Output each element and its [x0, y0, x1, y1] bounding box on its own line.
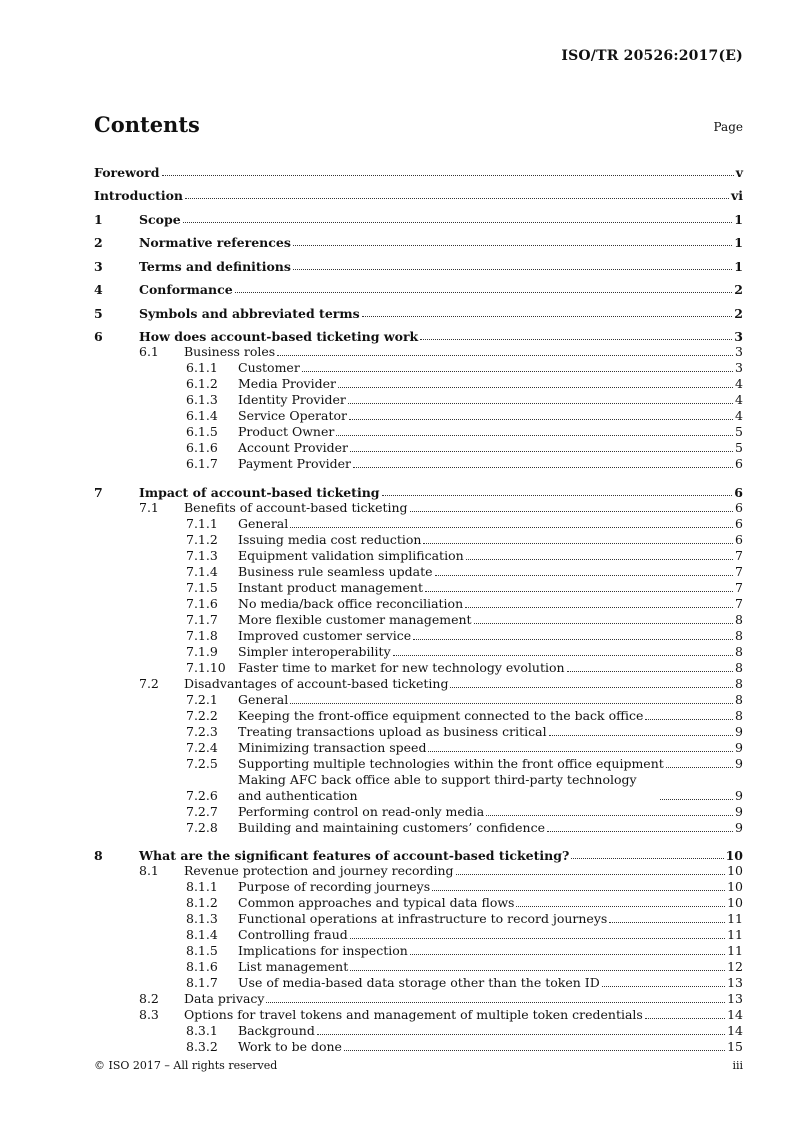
toc-entry-page: 11 — [727, 911, 743, 926]
toc-dot-leader — [349, 419, 733, 420]
toc-entry-number: 7.1.7 — [186, 611, 218, 627]
toc-entry[interactable] — [94, 564, 743, 580]
toc-dot-leader — [338, 387, 733, 388]
table-of-contents — [94, 156, 743, 1055]
toc-entry-title: Implications for inspection — [238, 943, 408, 958]
toc-entry-page: 9 — [735, 723, 743, 739]
toc-entry-number: 7.2.6 — [186, 787, 218, 803]
toc-entry-title: Faster time to market for new technology evolution — [238, 659, 565, 675]
toc-entry[interactable] — [94, 628, 743, 644]
toc-entry-page: 9 — [735, 739, 743, 755]
toc-entry-page: 2 — [734, 305, 743, 321]
toc-entry-number: 3 — [94, 258, 103, 274]
toc-entry-title: List management — [238, 959, 349, 974]
toc-entry[interactable] — [94, 1039, 743, 1055]
toc-entry-title: What are the significant features of account-based ticketing? — [139, 848, 570, 863]
toc-entry-page: 3 — [735, 344, 743, 359]
toc-entry[interactable] — [94, 820, 743, 836]
toc-dot-leader — [348, 403, 733, 404]
toc-entry[interactable] — [94, 360, 743, 376]
toc-entry-page: 1 — [734, 258, 743, 274]
toc-dot-leader — [393, 655, 733, 656]
toc-entry-number: 2 — [94, 235, 103, 250]
toc-entry[interactable] — [94, 927, 743, 943]
toc-dot-leader — [567, 671, 734, 672]
toc-entry-number: 6 — [94, 329, 103, 344]
toc-entry-page: 8 — [735, 707, 743, 723]
toc-entry-number: 8.3.1 — [186, 1023, 218, 1038]
toc-entry-page: 13 — [727, 975, 743, 990]
toc-dot-leader — [382, 495, 733, 496]
toc-entry-title: Background — [238, 1023, 315, 1038]
toc-entry-page: 1 — [734, 235, 743, 250]
toc-entry-page: 9 — [735, 819, 743, 835]
toc-entry[interactable] — [94, 548, 743, 564]
toc-entry[interactable] — [94, 692, 743, 708]
toc-entry[interactable] — [94, 1023, 743, 1039]
toc-entry[interactable] — [94, 180, 743, 204]
toc-entry[interactable] — [94, 596, 743, 612]
toc-entry-title: Keeping the front-office equipment connected to the back office — [238, 707, 644, 723]
toc-entry-title: Service Operator — [238, 408, 347, 423]
toc-entry-number: 7.1.6 — [186, 595, 218, 611]
toc-entry-title: Identity Provider — [238, 392, 346, 407]
toc-entry-number: 8.1.4 — [186, 927, 218, 942]
toc-dot-leader — [350, 970, 725, 971]
toc-entry[interactable] — [94, 408, 743, 424]
toc-dot-leader — [432, 890, 725, 891]
toc-entry[interactable] — [94, 708, 743, 724]
toc-entry-title: Impact of account-based ticketing — [139, 484, 380, 500]
toc-entry-number: 7.2 — [139, 675, 159, 691]
toc-entry-title: Issuing media cost reduction — [238, 531, 422, 547]
toc-entry-title: Revenue protection and journey recording — [184, 863, 454, 878]
toc-entry-title: Disadvantages of account-based ticketing — [184, 675, 449, 691]
toc-entry[interactable] — [94, 424, 743, 440]
toc-entry-title: Conformance — [139, 282, 233, 297]
toc-dot-leader — [428, 751, 733, 752]
toc-entry-title: Making AFC back office able to support third-party technology and authentication — [238, 771, 637, 803]
toc-entry[interactable] — [94, 297, 743, 321]
toc-entry-number: 6.1.3 — [186, 392, 218, 407]
toc-entry-number: 5 — [94, 305, 103, 321]
toc-entry-page: 4 — [735, 376, 743, 391]
toc-entry-title: Equipment validation simplification — [238, 547, 464, 563]
toc-dot-leader — [302, 371, 733, 372]
toc-entry-page: 11 — [727, 943, 743, 958]
toc-entry-title: Controlling fraud — [238, 927, 348, 942]
toc-dot-leader — [547, 831, 733, 832]
toc-entry-page: 10 — [727, 895, 743, 910]
toc-entry-page: 13 — [727, 991, 743, 1006]
toc-entry-number: 8.1.7 — [186, 975, 218, 990]
toc-dot-leader — [660, 799, 733, 800]
toc-entry[interactable] — [94, 863, 743, 879]
toc-entry-number: 6.1.5 — [186, 424, 218, 439]
toc-dot-leader — [336, 435, 733, 436]
toc-dot-leader — [317, 1034, 725, 1035]
toc-entry-title: General — [238, 691, 289, 707]
toc-entry-title: No media/back office reconciliation — [238, 595, 464, 611]
toc-dot-leader — [425, 591, 733, 592]
toc-entry[interactable] — [94, 456, 743, 472]
toc-entry[interactable] — [94, 804, 743, 820]
toc-entry[interactable] — [94, 344, 743, 360]
toc-entry-page: 10 — [725, 848, 743, 863]
toc-entry-number: 7.2.7 — [186, 803, 218, 819]
toc-dot-leader — [344, 1050, 725, 1051]
copyright-notice: © ISO 2017 – All rights reserved — [94, 1059, 278, 1072]
toc-entry-number: 7 — [94, 484, 103, 500]
toc-entry-number: 6.1.4 — [186, 408, 218, 423]
toc-dot-leader — [410, 954, 725, 955]
toc-dot-leader — [293, 245, 732, 246]
toc-entry-title: Simpler interoperability — [238, 643, 391, 659]
toc-entry-number: 7.2.4 — [186, 739, 218, 755]
toc-entry-title: Instant product management — [238, 579, 424, 595]
toc-entry-number: 7.1.5 — [186, 579, 218, 595]
toc-dot-leader — [277, 355, 733, 356]
toc-entry[interactable] — [94, 476, 743, 500]
toc-entry-number: 7.1.9 — [186, 643, 218, 659]
toc-entry-number: 8.1.6 — [186, 959, 218, 974]
toc-entry-page: 12 — [727, 959, 743, 974]
toc-entry[interactable] — [94, 250, 743, 274]
toc-dot-leader — [290, 703, 733, 704]
page-column-label: Page — [713, 120, 743, 134]
toc-entry-page: 3 — [735, 360, 743, 375]
toc-entry-page: 6 — [735, 515, 743, 531]
toc-entry-number: 7.1.10 — [186, 659, 226, 675]
toc-entry-number: 7.1.3 — [186, 547, 218, 563]
toc-entry-page: 9 — [735, 803, 743, 819]
toc-entry-title: Symbols and abbreviated terms — [139, 305, 360, 321]
toc-entry-page: 6 — [735, 499, 743, 515]
toc-entry-page: 6 — [735, 456, 743, 471]
page-number: iii — [732, 1059, 743, 1072]
toc-entry-title: Media Provider — [238, 376, 336, 391]
toc-entry-page: 11 — [727, 927, 743, 942]
toc-dot-leader — [486, 815, 733, 816]
toc-entry[interactable] — [94, 376, 743, 392]
toc-entry-page: 10 — [727, 863, 743, 878]
toc-entry-number: 6.1.2 — [186, 376, 218, 391]
toc-dot-leader — [645, 719, 733, 720]
toc-entry-number: 6.1.6 — [186, 440, 218, 455]
toc-entry-page: 7 — [735, 579, 743, 595]
contents-heading: Contents — [94, 112, 200, 137]
toc-dot-leader — [185, 198, 729, 199]
toc-entry-title: Improved customer service — [238, 627, 412, 643]
toc-entry-number: 8.1 — [139, 863, 159, 878]
toc-entry-page: 6 — [735, 531, 743, 547]
toc-entry[interactable] — [94, 911, 743, 927]
toc-entry-number: 6.1.7 — [186, 456, 218, 471]
toc-entry-title: Payment Provider — [238, 456, 352, 471]
toc-entry[interactable] — [94, 991, 743, 1007]
toc-dot-leader — [474, 623, 733, 624]
toc-entry-page: 5 — [735, 424, 743, 439]
toc-dot-leader — [353, 467, 733, 468]
toc-dot-leader — [362, 316, 733, 317]
toc-entry-page: 2 — [734, 282, 743, 297]
toc-entry-number: 1 — [94, 211, 103, 227]
toc-dot-leader — [609, 922, 725, 923]
toc-entry-number: 8.1.2 — [186, 895, 218, 910]
toc-entry[interactable] — [94, 943, 743, 959]
toc-entry-page: 3 — [734, 329, 743, 344]
toc-entry-number: 6.1 — [139, 344, 159, 359]
toc-entry-title: Common approaches and typical data flows — [238, 895, 515, 910]
toc-entry-page: 4 — [735, 392, 743, 407]
toc-dot-leader — [413, 639, 733, 640]
toc-entry-page: 6 — [734, 484, 743, 500]
toc-dot-leader — [293, 269, 732, 270]
toc-dot-leader — [290, 527, 733, 528]
toc-entry[interactable] — [94, 1007, 743, 1023]
toc-entry-number: 7.1 — [139, 499, 159, 515]
toc-entry-page: 9 — [735, 755, 743, 771]
toc-entry-page: 7 — [735, 563, 743, 579]
toc-dot-leader — [183, 222, 733, 223]
toc-entry[interactable] — [94, 156, 743, 180]
toc-entry-page: 4 — [735, 408, 743, 423]
toc-dot-leader — [350, 938, 725, 939]
toc-entry-title: Foreword — [94, 164, 160, 180]
toc-dot-leader — [465, 607, 733, 608]
toc-entry-page: 1 — [734, 211, 743, 227]
toc-dot-leader — [420, 339, 732, 340]
toc-entry[interactable] — [94, 740, 743, 756]
toc-entry-number: 8.3.2 — [186, 1039, 218, 1054]
toc-entry[interactable] — [94, 660, 743, 676]
toc-dot-leader — [450, 687, 733, 688]
toc-entry-page: v — [735, 164, 743, 180]
toc-entry-page: vi — [730, 188, 743, 203]
toc-entry[interactable] — [94, 440, 743, 456]
toc-dot-leader — [602, 986, 725, 987]
toc-entry-number: 8.1.5 — [186, 943, 218, 958]
toc-entry-title: Treating transactions upload as business critical — [238, 723, 547, 739]
toc-entry-title: Supporting multiple technologies within the front office equipment — [238, 755, 664, 771]
toc-entry-number: 8.2 — [139, 991, 159, 1006]
toc-entry-title: Product Owner — [238, 424, 335, 439]
toc-entry-page: 14 — [727, 1007, 743, 1022]
toc-entry-title: Business roles — [184, 344, 276, 359]
toc-dot-leader — [350, 451, 733, 452]
toc-entry-number: 6.1.1 — [186, 360, 218, 375]
toc-entry[interactable] — [94, 959, 743, 975]
toc-entry-page: 14 — [727, 1023, 743, 1038]
toc-entry-title: Functional operations at infrastructure to record journeys — [238, 911, 608, 926]
toc-entry-title: General — [238, 515, 289, 531]
toc-dot-leader — [266, 1002, 725, 1003]
toc-entry-page: 15 — [727, 1039, 743, 1054]
toc-entry-number: 7.1.4 — [186, 563, 218, 579]
toc-entry-title: How does account-based ticketing work — [139, 329, 419, 344]
toc-dot-leader — [456, 874, 726, 875]
toc-entry[interactable] — [94, 756, 743, 772]
toc-entry-page: 8 — [735, 627, 743, 643]
toc-entry-number: 8.1.1 — [186, 879, 218, 894]
toc-dot-leader — [235, 292, 733, 293]
toc-entry-number: 8.3 — [139, 1007, 159, 1022]
toc-entry[interactable] — [94, 203, 743, 227]
toc-entry-number: 7.1.1 — [186, 515, 218, 531]
toc-entry[interactable] — [94, 895, 743, 911]
toc-entry-title: More flexible customer management — [238, 611, 472, 627]
toc-entry[interactable] — [94, 274, 743, 298]
toc-entry-page: 10 — [727, 879, 743, 894]
toc-entry-number: 4 — [94, 282, 103, 297]
toc-entry-title: Minimizing transaction speed — [238, 739, 427, 755]
toc-entry-page: 7 — [735, 595, 743, 611]
toc-entry-title: Business rule seamless update — [238, 563, 433, 579]
toc-entry-title: Terms and definitions — [139, 258, 291, 274]
toc-entry-number: 7.1.8 — [186, 627, 218, 643]
toc-entry[interactable] — [94, 676, 743, 692]
toc-entry[interactable] — [94, 772, 743, 804]
toc-entry-title: Purpose of recording journeys — [238, 879, 431, 894]
toc-dot-leader — [516, 906, 725, 907]
toc-entry-number: 7.2.1 — [186, 691, 218, 707]
toc-entry-title: Account Provider — [238, 440, 348, 455]
toc-dot-leader — [423, 543, 733, 544]
toc-entry-title: Work to be done — [238, 1039, 342, 1054]
document-id: ISO/TR 20526:2017(E) — [561, 48, 743, 64]
toc-entry-title: Customer — [238, 360, 300, 375]
toc-entry[interactable] — [94, 644, 743, 660]
toc-entry-title: Use of media-based data storage other than the token ID — [238, 975, 600, 990]
toc-entry-page: 8 — [735, 675, 743, 691]
toc-entry-title: Building and maintaining customers’ confidence — [238, 819, 546, 835]
toc-entry-number: 7.2.8 — [186, 819, 218, 835]
toc-entry[interactable] — [94, 227, 743, 251]
toc-dot-leader — [435, 575, 734, 576]
toc-dot-leader — [571, 858, 723, 859]
toc-dot-leader — [162, 175, 734, 176]
toc-entry-title: Benefits of account-based ticketing — [184, 499, 408, 515]
toc-entry[interactable] — [94, 516, 743, 532]
toc-entry-title: Performing control on read-only media — [238, 803, 485, 819]
toc-dot-leader — [549, 735, 733, 736]
toc-entry-page: 7 — [735, 547, 743, 563]
toc-entry[interactable] — [94, 879, 743, 895]
toc-entry-page: 8 — [735, 691, 743, 707]
toc-dot-leader — [466, 559, 733, 560]
toc-entry[interactable] — [94, 321, 743, 345]
toc-dot-leader — [410, 511, 734, 512]
toc-entry[interactable] — [94, 612, 743, 628]
toc-entry-title: Normative references — [139, 235, 291, 250]
toc-entry-number: 8.1.3 — [186, 911, 218, 926]
toc-entry[interactable] — [94, 500, 743, 516]
toc-entry-page: 8 — [735, 659, 743, 675]
toc-entry-page: 9 — [735, 787, 743, 803]
toc-entry[interactable] — [94, 840, 743, 864]
toc-entry-page: 8 — [735, 643, 743, 659]
toc-entry-title: Introduction — [94, 188, 184, 203]
toc-entry-title: Scope — [139, 211, 181, 227]
toc-entry[interactable] — [94, 532, 743, 548]
toc-dot-leader — [666, 767, 733, 768]
toc-entry-title: Options for travel tokens and management of multiple token credentials — [184, 1007, 643, 1022]
toc-entry[interactable] — [94, 580, 743, 596]
toc-entry-number: 7.2.5 — [186, 755, 218, 771]
toc-dot-leader — [645, 1018, 725, 1019]
toc-entry[interactable] — [94, 392, 743, 408]
toc-entry[interactable] — [94, 975, 743, 991]
toc-entry-page: 5 — [735, 440, 743, 455]
toc-entry[interactable] — [94, 724, 743, 740]
toc-entry-page: 8 — [735, 611, 743, 627]
toc-entry-number: 8 — [94, 848, 103, 863]
toc-entry-number: 7.2.2 — [186, 707, 218, 723]
toc-entry-number: 7.1.2 — [186, 531, 218, 547]
toc-entry-number: 7.2.3 — [186, 723, 218, 739]
toc-entry-title: Data privacy — [184, 991, 265, 1006]
